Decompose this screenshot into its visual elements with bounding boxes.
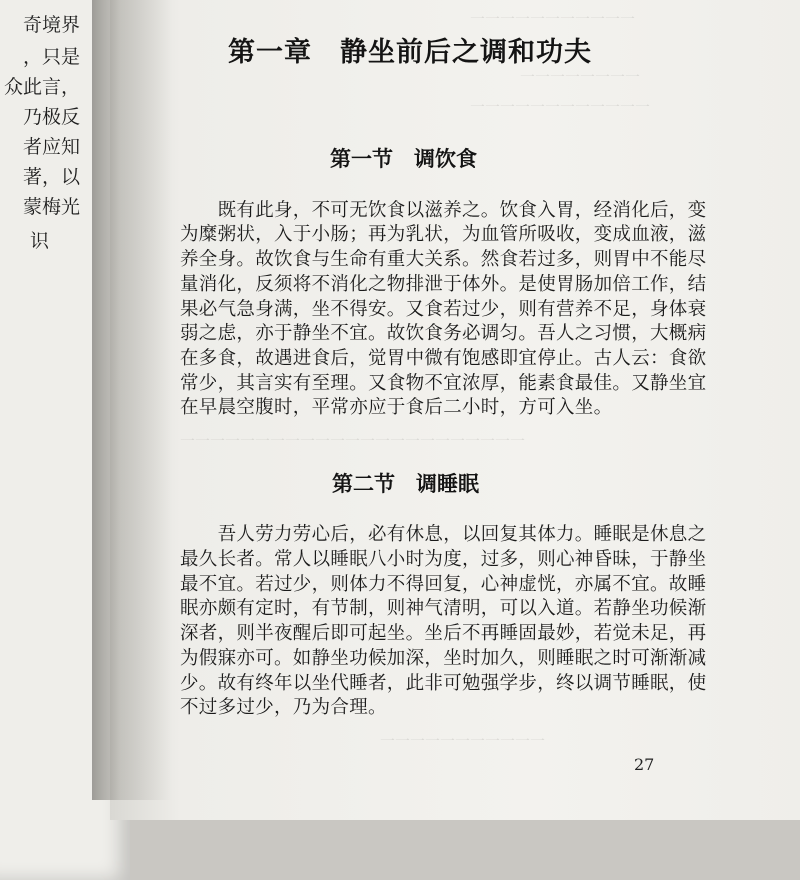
left-page-line: 众此言， — [3, 76, 80, 98]
body-line: 果必气急身满，坐不得安。又食若过少，则有营养不足，身体衰 — [180, 299, 707, 320]
chapter-title: 第一章 静坐前后之调和功夫 — [228, 37, 592, 68]
body-line: 为糜粥状，入于小肠；再为乳状，为血管所吸收，变成血液，滋 — [180, 224, 707, 245]
section-title-sleep: 第二节 调睡眠 — [332, 472, 479, 496]
body-line: 不过多过少，乃为合理。 — [180, 697, 387, 718]
body-line: 吾人劳力劳心后，必有休息，以回复其体力。睡眠是休息之 — [180, 524, 707, 545]
body-line: 最久长者。常人以睡眠八小时为度，过多，则心神昏昧，于静坐 — [180, 549, 707, 570]
left-page-line: 乃极反 — [22, 106, 80, 128]
left-page-line: ，只是 — [22, 46, 80, 68]
left-page-line: 识 — [30, 230, 50, 252]
body-line: 量消化，反须将不消化之物排泄于体外。是使胃肠加倍工作，结 — [180, 274, 707, 295]
body-line: 少。故有终年以坐代睡者，此非可勉强学步，终以调节睡眠，使 — [180, 673, 707, 694]
body-line: 弱之虑，亦于静坐不宜。故饮食务必调匀。吾人之习惯，大概病 — [180, 323, 707, 344]
body-line: 常少，其言实有至理。又食物不宜浓厚，能素食最佳。又静坐宜 — [180, 373, 707, 394]
body-line: 深者，则半夜醒后即可起坐。坐后不再睡固最妙，若觉未足，再 — [180, 623, 707, 644]
body-line: 在早晨空腹时，平常亦应于食后二小时，方可入坐。 — [180, 397, 613, 418]
left-page-line: 奇境界 — [22, 14, 80, 36]
body-line: 养全身。故饮食与生命有重大关系。然食若过多，则胃中不能尽 — [180, 249, 707, 270]
body-line: 在多食，故遇进食后，觉胃中微有饱感即宜停止。古人云：食欲 — [180, 348, 707, 369]
body-line: 既有此身，不可无饮食以滋养之。饮食入胃，经消化后，变 — [180, 200, 707, 221]
left-page-line: 著，以 — [22, 166, 80, 188]
body-line: 眠亦颇有定时，有节制，则神气清明，可以入道。若静坐功候渐 — [180, 598, 707, 619]
left-page-line: 者应知 — [22, 136, 80, 158]
body-line: 为假寐亦可。如静坐功候加深，坐时加久，则睡眠之时可渐渐减 — [180, 648, 707, 669]
left-page-line: 蒙梅光 — [22, 196, 80, 218]
page-number: 27 — [634, 755, 655, 774]
section-title-diet: 第一节 调饮食 — [330, 147, 477, 171]
body-line: 最不宜。若过少，则体力不得回复，心神虚恍，亦属不宜。故睡 — [180, 574, 707, 595]
book-photo: 奇境界 ，只是 众此言， 乃极反 者应知 著，以 蒙梅光 识 一一一一一一一一一一一 一一一一一一一一 一一一一一一一一一一一一 一一一一一一一一一一一一一一一一一一一一一一一 一一一一一一一一一一一 第一章 静坐前后之调和功夫 第一节 调饮食 既有此身，不可无饮食以滋养之。饮食入胃，经消化后，变 为糜粥状，入于小肠；再为乳状，为血管所吸收，变成血液，滋 养全身。故饮食与生命有重大关系。然食若过多，则胃中不能尽 量消化，反须将不消化之物排泄于体外。是使胃肠加倍工作，结 果必气急身满，坐不得安。又食若过少，则有营养不足，身体衰 弱之虑，亦于静坐不宜。故饮食务必调匀。吾人之习惯，大概病 在多食，故遇进食后，觉胃中微有饱感即宜停止。古人云：食欲 常少，其言实有至理。又食物不宜浓厚，能素食最佳。又静坐宜 在早晨空腹时，平常亦应于食后二小时，方可入坐。 第二节 调睡眠 吾人劳力劳心后，必有休息，以回复其体力。睡眠是休息之 最久长者。常人以睡眠八小时为度，过多，则心神昏昧，于静坐 最不宜。若过少，则体力不得回复，心神虚恍，亦属不宜。故睡 眠亦颇有定时，有节制，则神气清明，可以入道。若静坐功候渐 深者，则半夜醒后即可起坐。坐后不再睡固最妙，若觉未足，再 为假寐亦可。如静坐功候加深，坐时加久，则睡眠之时可渐渐减 少。故有终年以坐代睡者，此非可勉强学步，终以调节睡眠，使 不过多过少，乃为合理。 27 — [0, 0, 800, 800]
